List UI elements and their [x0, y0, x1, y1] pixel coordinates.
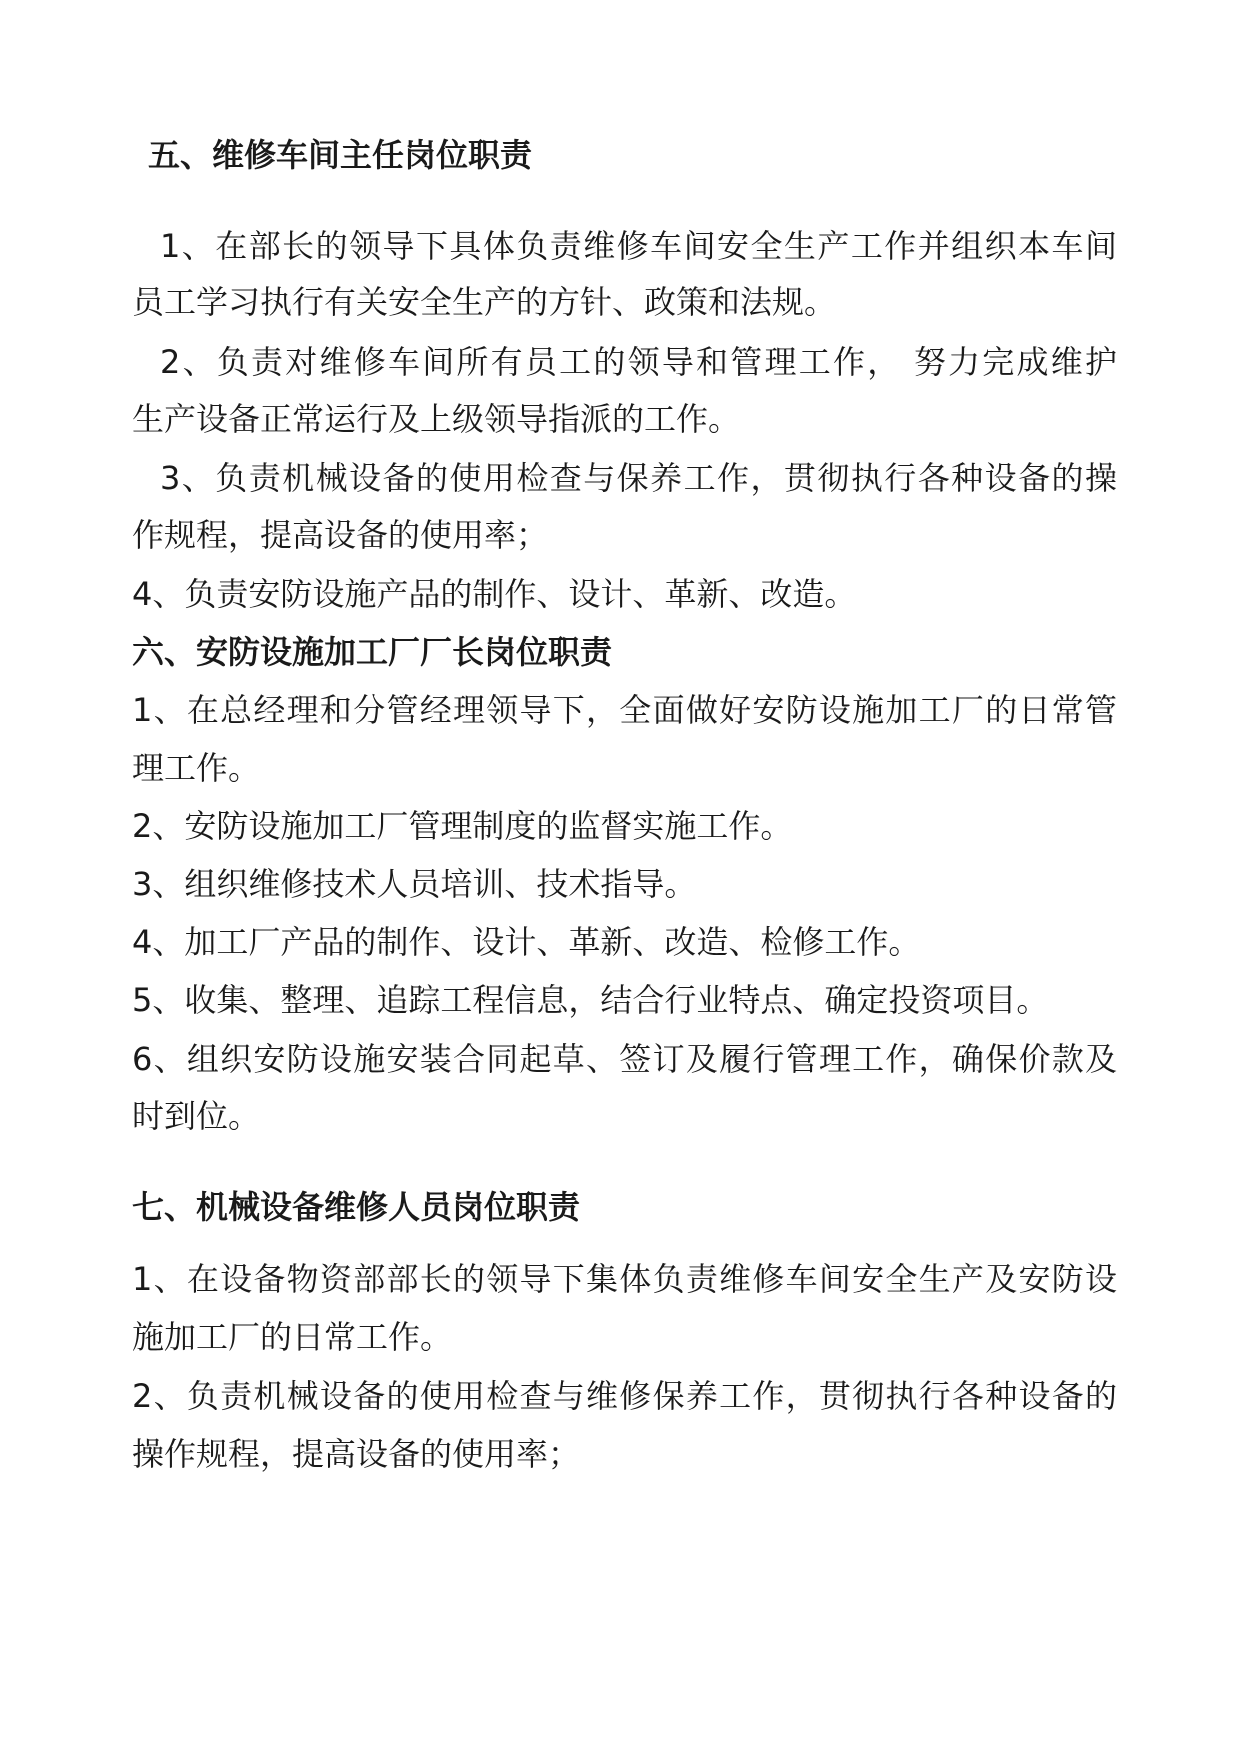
- section-6-line-1: 1、在总经理和分管经理领导下，全面做好安防设施加工厂的日常管: [132, 691, 1117, 729]
- section-5-line-5: 3、负责机械设备的使用检查与保养工作，贯彻执行各种设备的操: [160, 459, 1117, 497]
- section-7-heading: 七、机械设备维修人员岗位职责: [132, 1188, 581, 1226]
- section-7-line-4: 操作规程，提高设备的使用率；: [132, 1435, 581, 1473]
- section-5-line-4: 生产设备正常运行及上级领导指派的工作。: [132, 400, 741, 438]
- section-6-line-4: 3、组织维修技术人员培训、技术指导。: [132, 865, 697, 903]
- section-5-line-7: 4、负责安防设施产品的制作、设计、革新、改造。: [132, 575, 857, 613]
- section-6-line-2: 理工作。: [132, 749, 261, 787]
- section-5-heading: 五、维修车间主任岗位职责: [148, 136, 533, 174]
- section-5-line-3: 2、负责对维修车间所有员工的领导和管理工作， 努力完成维护: [160, 343, 1117, 381]
- section-7-line-1: 1、在设备物资部部长的领导下集体负责维修车间安全生产及安防设: [132, 1260, 1117, 1298]
- section-7-line-2: 施加工厂的日常工作。: [132, 1318, 453, 1356]
- section-6-line-3: 2、安防设施加工厂管理制度的监督实施工作。: [132, 807, 793, 845]
- section-6-line-5: 4、加工厂产品的制作、设计、革新、改造、检修工作。: [132, 923, 921, 961]
- section-6-line-6: 5、收集、整理、追踪工程信息，结合行业特点、确定投资项目。: [132, 981, 1049, 1019]
- section-6-line-8: 时到位。: [132, 1097, 261, 1135]
- section-7-line-3: 2、负责机械设备的使用检查与维修保养工作，贯彻执行各种设备的: [132, 1377, 1117, 1415]
- section-5-line-6: 作规程，提高设备的使用率；: [132, 516, 549, 554]
- section-6-line-7: 6、组织安防设施安装合同起草、签订及履行管理工作，确保价款及: [132, 1040, 1117, 1078]
- section-5-line-1: 1、在部长的领导下具体负责维修车间安全生产工作并组织本车间: [160, 227, 1117, 265]
- section-5-line-2: 员工学习执行有关安全生产的方针、政策和法规。: [132, 283, 837, 321]
- section-6-heading: 六、安防设施加工厂厂长岗位职责: [132, 633, 613, 671]
